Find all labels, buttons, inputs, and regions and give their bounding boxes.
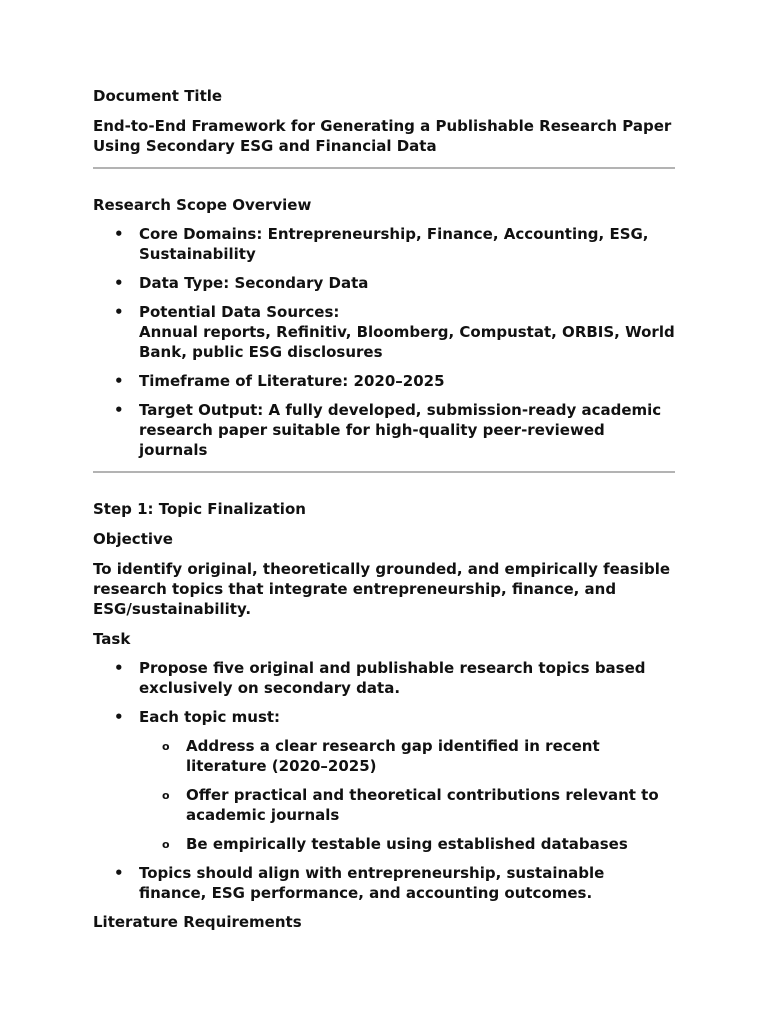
list-item: • Topics should align with entrepreneurship, sustainable finance, ESG performance, and accounting outcomes.: [93, 863, 675, 903]
scope-list: [93, 224, 675, 460]
task-list: [93, 658, 675, 903]
section-divider: [93, 471, 675, 473]
list-item: • Core Domains: Entrepreneurship, Finance, Accounting, ESG, Sustainability: [93, 224, 675, 264]
list-item: • Each topic must: o Address a clear research gap identified in recent literature (2020–2025) o Offer practical and theoretical contributions relevant to academic journals o Be empirically testable using established databases: [93, 707, 675, 854]
list-item: • Timeframe of Literature: 2020–2025: [93, 371, 675, 391]
document-title: End-to-End Framework for Generating a Publishable Research Paper Using Secondary ESG and Financial Data: [93, 117, 672, 155]
document-page: [93, 86, 675, 932]
document-title-label: Document Title: [93, 87, 223, 105]
topic-requirements-list: [139, 736, 675, 854]
literature-heading: Literature Requirements: [93, 913, 302, 931]
step1-heading: Step 1: Topic Finalization: [93, 500, 306, 518]
scope-heading: Research Scope Overview: [93, 196, 312, 214]
list-item: • Potential Data Sources: Annual reports, Refinitiv, Bloomberg, Compustat, ORBIS, World Bank, public ESG disclosures: [93, 302, 675, 362]
list-item: • Propose five original and publishable research topics based exclusively on secondary data.: [93, 658, 675, 698]
list-item: o Offer practical and theoretical contributions relevant to academic journals: [93, 785, 675, 825]
objective-heading: Objective: [93, 530, 173, 548]
list-item: o Be empirically testable using established databases: [93, 834, 675, 854]
list-item: • Target Output: A fully developed, submission-ready academic research paper suitable for high-quality peer-reviewed journals: [93, 400, 675, 460]
section-divider: [93, 167, 675, 169]
task-heading: Task: [93, 630, 131, 648]
list-item: o Address a clear research gap identified in recent literature (2020–2025): [93, 736, 675, 776]
objective-text: To identify original, theoretically grounded, and empirically feasible research topics that integrate entrepreneurship, finance, and ESG/sustainability.: [93, 560, 671, 618]
list-item: • Data Type: Secondary Data: [93, 273, 675, 293]
